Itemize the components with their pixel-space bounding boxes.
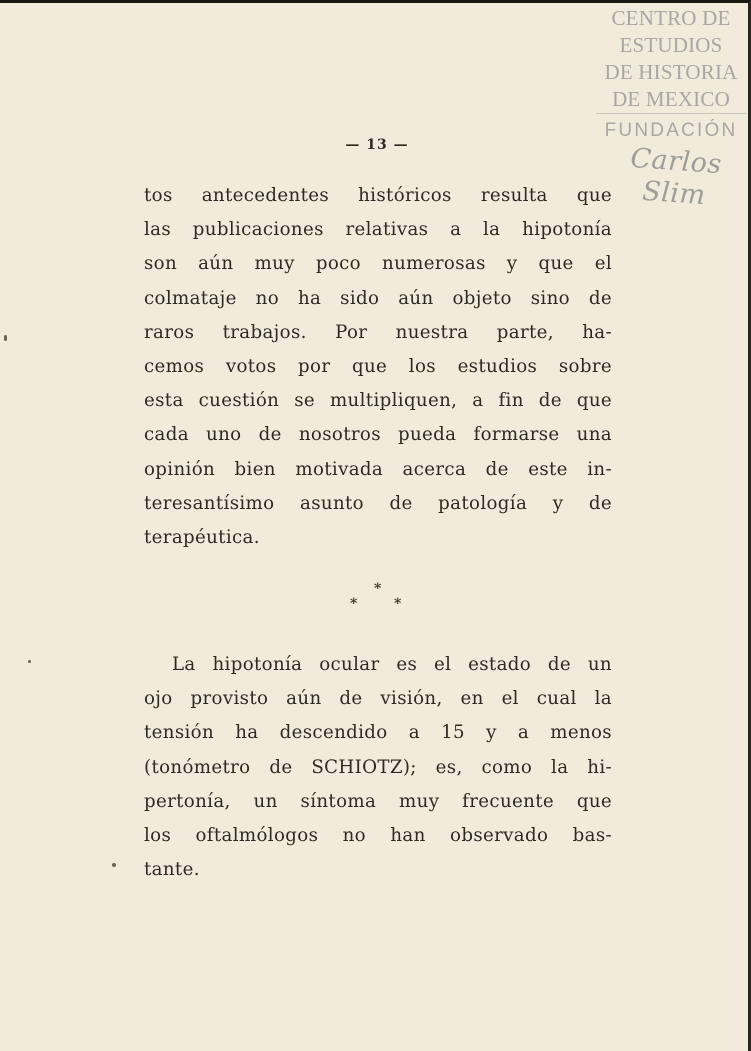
paragraph-1-line: son aún muy poco numerosas y que el	[144, 253, 612, 275]
paragraph-1-line: esta cuestión se multipliquen, a fin de que	[144, 390, 612, 412]
paragraph-1-line: cemos votos por que los estudios sobre	[144, 356, 612, 378]
paragraph-2-line: tensión ha descendido a 15 y a menos	[144, 722, 612, 744]
archive-watermark	[598, 5, 744, 210]
paragraph-2-line: tante.	[144, 859, 200, 881]
paragraph-1-line: colmataje no ha sido aún objeto sino de	[144, 287, 612, 309]
paragraph-1-line: tos antecedentes históricos resulta que	[144, 185, 612, 206]
paragraph-2-line: (tonómetro de SCHIOTZ); es, como la hi-	[144, 756, 612, 778]
paragraph-1-line: terapéutica.	[144, 527, 260, 549]
watermark-signature: Carlos Slim	[629, 142, 723, 212]
separator-star: *	[394, 596, 402, 612]
paragraph-1-line: raros trabajos. Por nuestra parte, ha-	[144, 321, 612, 343]
separator-star: *	[374, 581, 382, 597]
section-separator-asterisks	[350, 581, 408, 613]
paragraph-1-line: teresantísimo asunto de patología y de	[144, 492, 612, 514]
watermark-line-2: ESTUDIOS	[619, 33, 723, 57]
paragraph-1-line: cada uno de nosotros pueda formarse una	[144, 424, 612, 446]
watermark-line-3: DE HISTORIA	[604, 60, 738, 84]
paragraph-2-line: La hipotonía ocular es el estado de un	[172, 654, 612, 675]
paragraph-1-line: las publicaciones relativas a la hipotonía	[144, 219, 612, 241]
watermark-line-4: DE MEXICO	[612, 87, 730, 111]
watermark-divider	[596, 113, 746, 114]
watermark-line-1: CENTRO DE	[611, 6, 731, 30]
paragraph-2	[144, 648, 612, 887]
paragraph-2-line: los oftalmólogos no han observado bas-	[144, 825, 612, 847]
paper-speck	[4, 335, 7, 341]
watermark-foundation: FUNDACIÓN	[604, 120, 738, 141]
paragraph-2-line: pertonía, un síntoma muy frecuente que	[144, 790, 612, 812]
paragraph-1-line: opinión bien motivada acerca de este in-	[144, 458, 612, 480]
paper-speck	[112, 863, 116, 867]
separator-star: *	[350, 596, 358, 612]
paper-speck	[28, 660, 31, 663]
paragraph-2-line: ojo provisto aún de visión, en el cual la	[144, 688, 612, 710]
paragraph-1	[144, 179, 612, 555]
page-number: — 13 —	[345, 137, 409, 153]
